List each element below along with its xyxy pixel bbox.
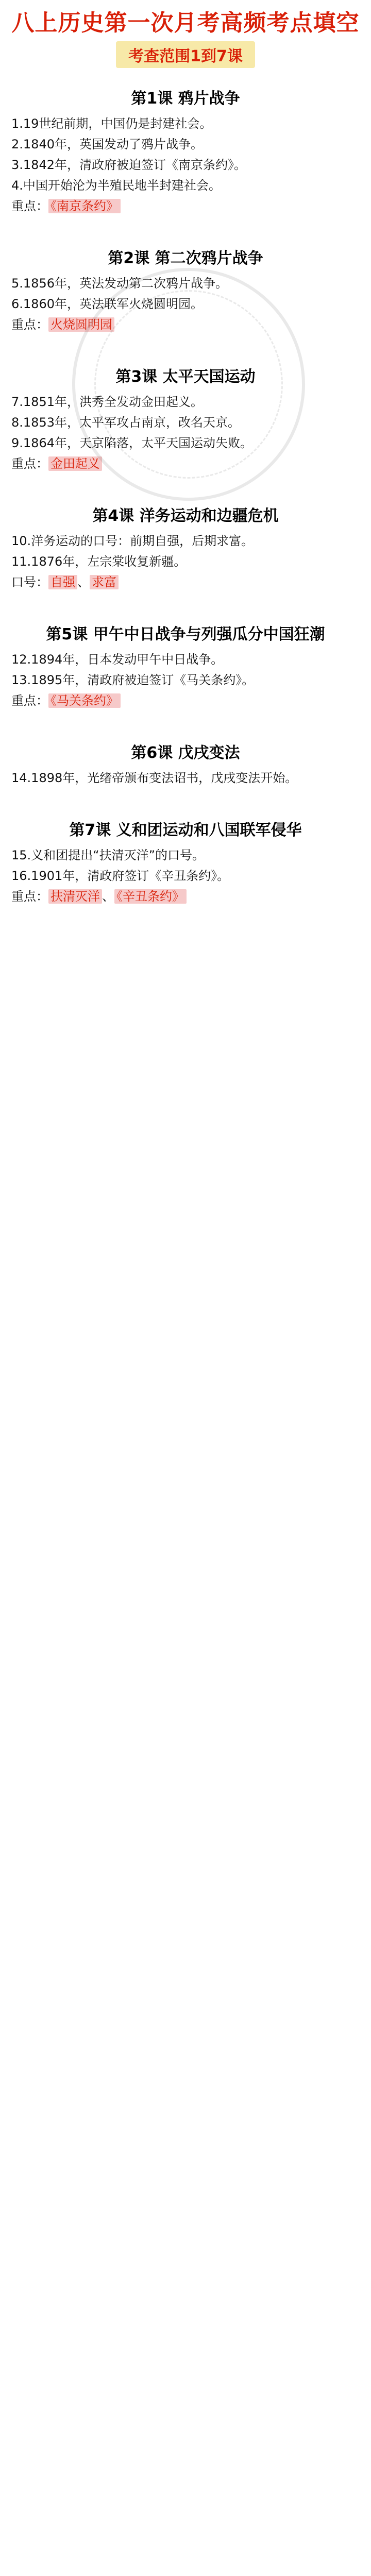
highlight-term: 金田起义: [48, 456, 102, 471]
highlight-line: 重点： 金田起义: [11, 453, 360, 474]
lesson-title: 第4课 洋务运动和边疆危机: [92, 507, 279, 525]
item-line: 5.1856年，英法发动第二次鸦片战争。: [11, 276, 228, 291]
lesson-title: 第3课 太平天国运动: [115, 368, 256, 386]
item-line: 15.义和团提出“扶清灭洋”的口号。: [11, 848, 205, 862]
lesson-title: 第7课 义和团运动和八国联军侵华: [69, 821, 302, 839]
item-line: 2.1840年，英国发动了鸦片战争。: [11, 137, 203, 151]
item-line: 11.1876年，左宗棠收复新疆。: [11, 554, 187, 569]
highlight-line: 重点： 《南京条约》: [11, 196, 360, 216]
item-line: 4.中国开始沦为半殖民地半封建社会。: [11, 178, 221, 193]
highlight-term: 《辛丑条约》: [114, 889, 187, 904]
item-line: 7.1851年，洪秀全发动金田起义。: [11, 395, 203, 409]
page-title: 八上历史第一次月考高频考点填空: [11, 10, 360, 36]
highlight-term: 《马关条约》: [48, 693, 121, 708]
highlight-term: 扶清灭洋: [48, 889, 102, 904]
highlight-term: 自强: [48, 575, 77, 589]
item-text: 3.1842年，清政府被迫签订《南京条约》。: [11, 158, 246, 172]
highlight-term: 《南京条约》: [48, 199, 121, 213]
content: [0, 68, 371, 907]
item-line: 9.1864年，天京陷落，太平天国运动失败。: [11, 436, 252, 450]
lesson-title: 第5课 甲午中日战争与列强瓜分中国狂潮: [46, 625, 325, 643]
highlight-line: 口号： 自强 、 求富: [11, 572, 360, 592]
highlight-term: 求富: [90, 575, 119, 589]
highlight-line: 重点： 《马关条约》: [11, 690, 360, 711]
lesson-title: 第1课 鸦片战争: [131, 90, 240, 108]
header: [0, 0, 371, 68]
item-line: 12.1894年，日本发动甲午中日战争。: [11, 652, 224, 667]
item-line: 10.洋务运动的口号：前期自强，后期求富。: [11, 534, 254, 548]
highlight-line: 重点： 扶清灭洋 、 《辛丑条约》: [11, 886, 360, 907]
item-line: 8.1853年，太平军攻占南京，改名天京。: [11, 415, 240, 430]
item-line: 16.1901年，清政府签订《辛丑条约》。: [11, 869, 230, 883]
item-line: 13.1895年，清政府被迫签订《马关条约》。: [11, 673, 255, 687]
item-line: 1.19世纪前期，中国仍是封建社会。: [11, 116, 212, 131]
lesson-title: 第2课 第二次鸦片战争: [108, 249, 263, 267]
item-line: [11, 155, 360, 175]
item-line: 14.1898年，光绪帝颁布变法诏书，戊戌变法开始。: [11, 771, 298, 785]
highlight-line: 重点： 火烧圆明园: [11, 314, 360, 335]
scope-subtitle: 考查范围1到7课: [116, 41, 255, 68]
item-line: 6.1860年，英法联军火烧圆明园。: [11, 297, 203, 311]
lesson-title: 第6课 戊戌变法: [131, 744, 240, 762]
highlight-term: 火烧圆明园: [48, 317, 114, 332]
